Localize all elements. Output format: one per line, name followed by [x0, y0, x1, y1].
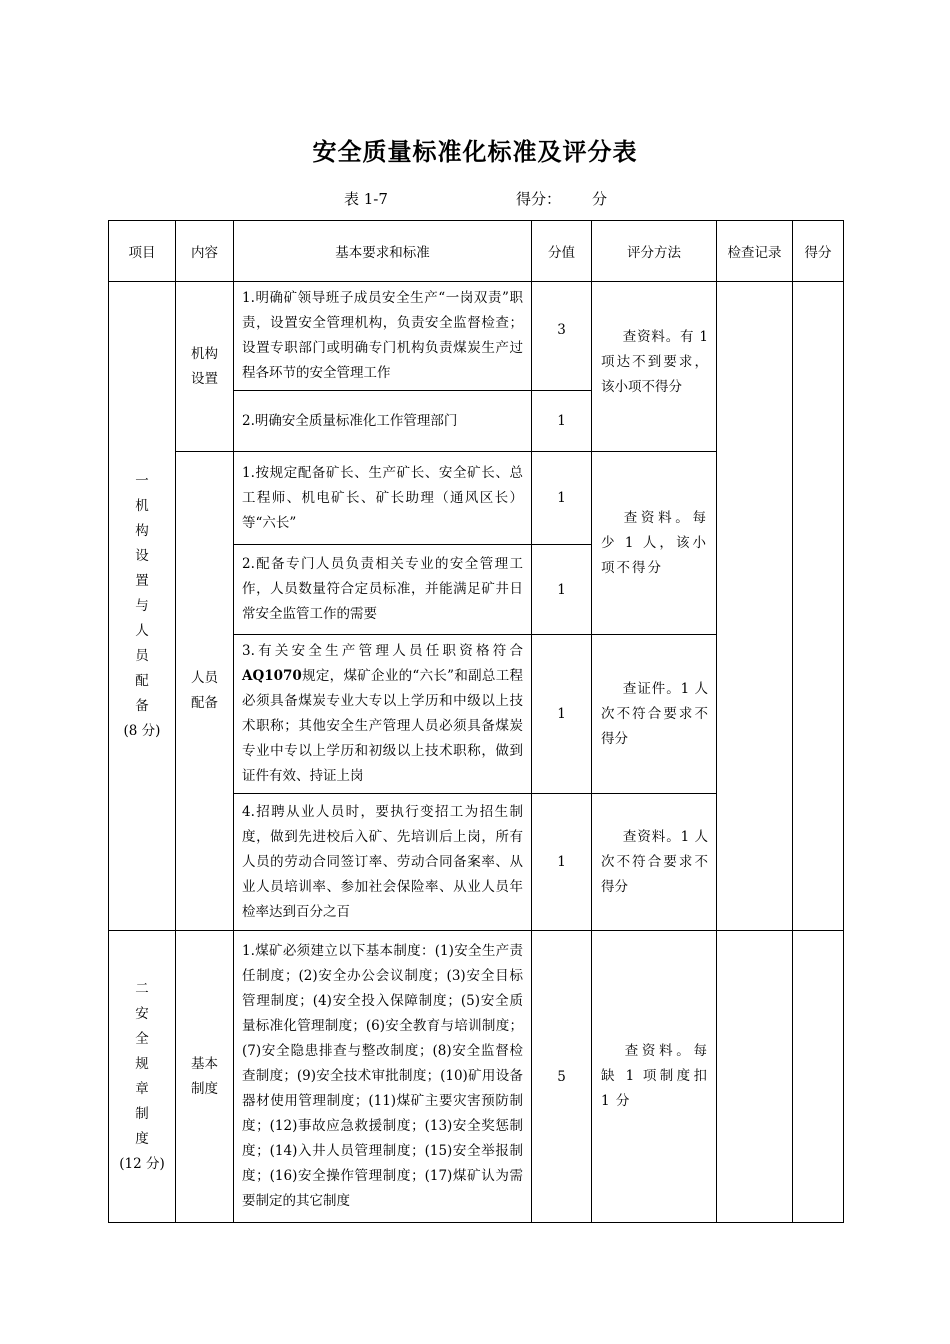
header-value: 分值 — [532, 221, 592, 282]
table-header-row — [109, 221, 844, 282]
requirement-cell: 2.配备专门人员负责相关专业的安全管理工作，人员数量符合定员标准，并能满足矿井日常安全监管工作的需要 — [234, 545, 532, 635]
header-method: 评分方法 — [592, 221, 717, 282]
content-cell-basic: 基本制度 — [176, 931, 234, 1223]
content-cell-staff: 人员配备 — [176, 452, 234, 931]
header-content: 内容 — [176, 221, 234, 282]
requirement-cell: 4.招聘从业人员时，要执行变招工为招生制度，做到先进校后入矿、先培训后上岗，所有人员的劳动合同签订率、劳动合同备案率、从业人员培训率、参加社会保险率、从业人员年检率达到百分之百 — [234, 794, 532, 931]
score-label: 得分： — [516, 190, 562, 208]
requirement-cell: 1.煤矿必须建立以下基本制度：(1)安全生产责任制度；(2)安全办公会议制度；(3)安全目标管理制度；(4)安全投入保障制度；(5)安全质量标准化管理制度；(6)安全教育与培训制度；(7)安全隐患排查与整改制度；(8)安全监督检查制度；(9)安全技术审批制度；(10)矿用设备器材使用管理制度；(11)煤矿主要灾害预防制度；(12)事故应急救援制度；(13)安全奖惩制度；(14)入井人员管理制度；(15)安全举报制度；(16)安全操作管理制度；(17)煤矿认为需要制定的其它制度 — [234, 931, 532, 1223]
table-subtitle — [0, 188, 950, 210]
method-cell: 查证件。1 人次不符合要求不得分 — [592, 635, 717, 794]
header-project: 项目 — [109, 221, 176, 282]
table-row — [109, 282, 844, 391]
method-cell: 查资料。1 人次不符合要求不得分 — [592, 794, 717, 931]
method-cell: 查资料。每少 1 人，该小项不得分 — [592, 452, 717, 635]
requirement-cell: 1.按规定配备矿长、生产矿长、安全矿长、总工程师、机电矿长、矿长助理（通风区长）等“六长” — [234, 452, 532, 545]
method-cell: 查资料。有 1 项达不到要求，该小项不得分 — [592, 282, 717, 452]
project-cell-1: 一 机 构 设 置 与 人 员 配 备 (8 分) — [109, 282, 176, 931]
value-cell: 5 — [532, 931, 592, 1223]
project-cell-2: 二 安 全 规 章 制 度 (12 分) — [109, 931, 176, 1223]
scoring-table — [108, 220, 844, 1223]
value-cell: 1 — [532, 794, 592, 931]
table-row — [109, 931, 844, 1223]
value-cell: 1 — [532, 545, 592, 635]
requirement-cell: 1.明确矿领导班子成员安全生产“一岗双责”职责，设置安全管理机构，负责安全监督检查；设置专职部门或明确专门机构负责煤炭生产过程各环节的安全管理工作 — [234, 282, 532, 391]
requirement-cell: 3.有关安全生产管理人员任职资格符合AQ1070规定，煤矿企业的“六长”和副总工程必须具备煤炭专业大专以上学历和中级以上技术职称；其他安全生产管理人员必须具备煤炭专业中专以上学历和初级以上技术职称，做到证件有效、持证上岗 — [234, 635, 532, 794]
value-cell: 1 — [532, 391, 592, 452]
value-cell: 1 — [532, 452, 592, 545]
header-requirement: 基本要求和标准 — [234, 221, 532, 282]
content-cell-org: 机构设置 — [176, 282, 234, 452]
value-cell: 1 — [532, 635, 592, 794]
score-cell — [793, 282, 844, 931]
value-cell: 3 — [532, 282, 592, 391]
table-number: 表 1-7 — [344, 190, 388, 208]
requirement-cell: 2.明确安全质量标准化工作管理部门 — [234, 391, 532, 452]
record-cell — [717, 931, 793, 1223]
record-cell — [717, 282, 793, 931]
page-title: 安全质量标准化标准及评分表 — [312, 138, 638, 166]
score-cell — [793, 931, 844, 1223]
header-score: 得分 — [793, 221, 844, 282]
header-record: 检查记录 — [717, 221, 793, 282]
score-unit: 分 — [592, 190, 608, 208]
method-cell: 查资料。每缺 1 项制度扣 1 分 — [592, 931, 717, 1223]
